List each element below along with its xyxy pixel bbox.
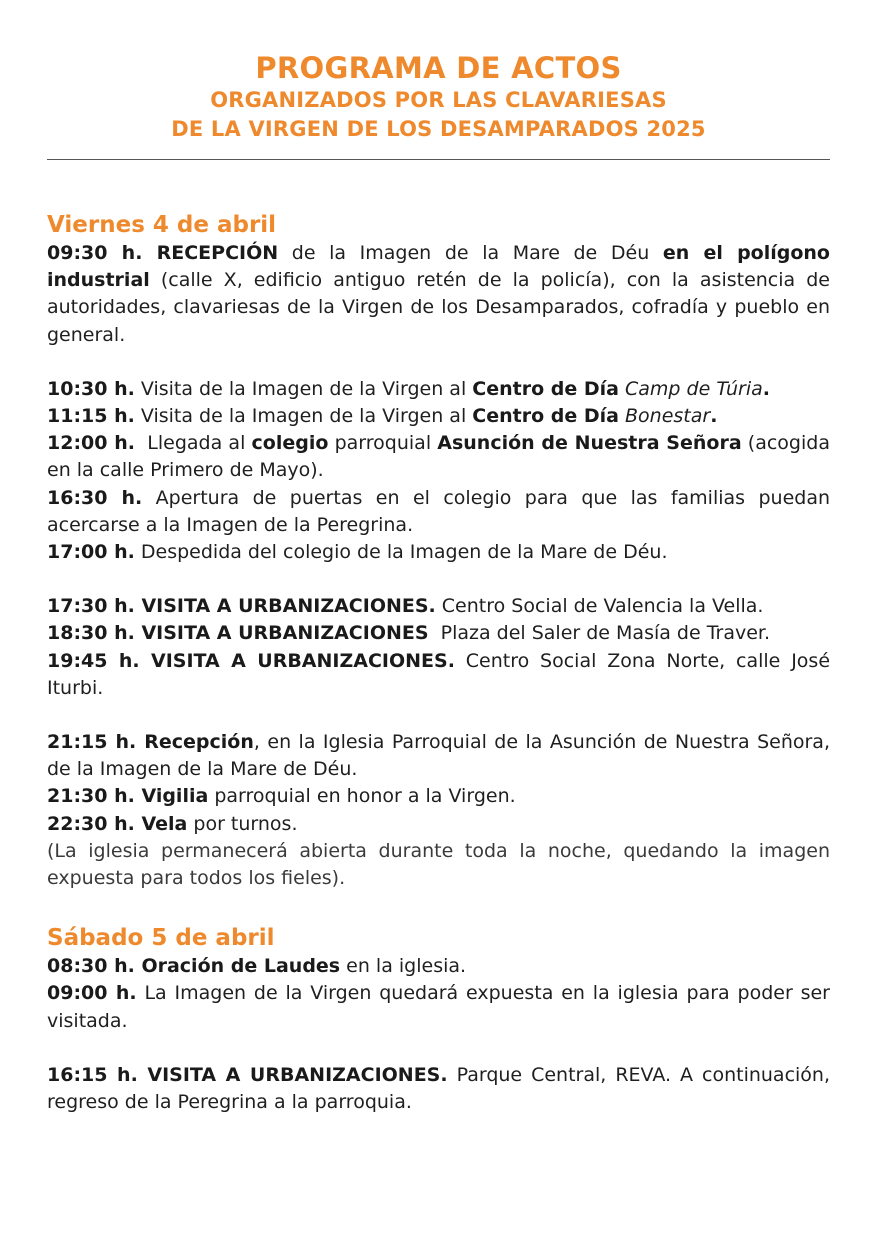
event-time: 11:15 h. bbox=[47, 405, 135, 428]
event-entry-1630 bbox=[47, 485, 830, 539]
event-text: parroquial en honor a la Virgen. bbox=[208, 785, 516, 808]
event-place: Asunción de Nuestra Señora bbox=[437, 432, 742, 455]
event-note: (La iglesia permanecerá abierta durante toda la noche, quedando la imagen expuesta para todos los fieles). bbox=[47, 839, 830, 890]
event-text: La Imagen de la Virgen quedará expuesta en la iglesia para poder ser visitada. bbox=[47, 982, 830, 1032]
event-text: , en la Iglesia Parroquial de la Asunción de Nuestra Señora, de la Imagen de la Mare de Déu. bbox=[47, 731, 830, 781]
event-text: en la iglesia. bbox=[340, 955, 467, 978]
event-time: 12:00 h. bbox=[47, 432, 135, 455]
event-time: 16:30 h. bbox=[47, 486, 143, 509]
event-entry-0930 bbox=[47, 240, 830, 349]
event-time: 17:30 h. VISITA A URBANIZACIONES. bbox=[47, 595, 436, 618]
event-punct: . bbox=[762, 377, 771, 400]
event-entry-2115 bbox=[47, 729, 830, 783]
event-entry-1730 bbox=[47, 593, 830, 620]
event-text: de la Imagen de la Mare de Déu bbox=[278, 242, 663, 264]
event-place: Centro de Día bbox=[472, 405, 619, 428]
event-entry-0830 bbox=[47, 953, 830, 980]
event-entry-1200 bbox=[47, 430, 830, 484]
event-time: 18:30 h. VISITA A URBANIZACIONES bbox=[47, 622, 429, 645]
document-header bbox=[47, 50, 830, 144]
event-time: 21:30 h. Vigilia bbox=[47, 785, 209, 808]
event-place: colegio bbox=[251, 432, 329, 455]
event-entry-2130 bbox=[47, 783, 830, 810]
event-time: 19:45 h. VISITA A URBANIZACIONES. bbox=[47, 649, 455, 672]
event-text: Centro Social de Valencia la Vella. bbox=[435, 595, 764, 618]
event-time: 09:00 h. bbox=[47, 982, 137, 1005]
event-entry-1030 bbox=[47, 376, 830, 403]
header-divider bbox=[47, 159, 830, 160]
event-text: Visita de la Imagen de la Virgen al bbox=[134, 405, 473, 428]
event-text: Visita de la Imagen de la Virgen al bbox=[134, 377, 473, 400]
day-section-saturday bbox=[47, 923, 830, 1116]
event-text: Centro Social Zona Norte, calle José Iturbi. bbox=[47, 649, 831, 699]
event-entry-0900 bbox=[47, 980, 830, 1034]
event-time: 10:30 h. bbox=[47, 377, 135, 400]
event-text: (acogida en la calle Primero de Mayo). bbox=[47, 432, 830, 482]
page-subtitle-line-2: DE LA VIRGEN DE LOS DESAMPARADOS 2025 bbox=[171, 117, 706, 141]
event-text: Llegada al bbox=[134, 432, 252, 455]
event-entry-1700 bbox=[47, 539, 830, 566]
program-content bbox=[47, 210, 830, 1116]
event-entry-2230 bbox=[47, 811, 830, 838]
event-entry-1115 bbox=[47, 403, 830, 430]
page-subtitle-line-1: ORGANIZADOS POR LAS CLAVARIESAS bbox=[210, 88, 667, 112]
event-entry-1830 bbox=[47, 620, 830, 647]
event-text: Plaza del Saler de Masía de Traver. bbox=[428, 622, 771, 645]
event-entry-1615 bbox=[47, 1062, 830, 1116]
day-heading: Viernes 4 de abril bbox=[47, 212, 277, 238]
event-time: 22:30 h. Vela bbox=[47, 812, 188, 835]
event-time: 17:00 h. bbox=[47, 541, 135, 564]
event-time: 21:15 h. Recepción bbox=[47, 731, 254, 754]
event-time: 09:30 h. RECEPCIÓN bbox=[47, 242, 279, 264]
event-text: por turnos. bbox=[187, 812, 298, 835]
event-place-name: Camp de Túria bbox=[618, 377, 763, 400]
event-place: Centro de Día bbox=[472, 377, 619, 400]
event-text: Parque Central, REVA. A continuación, regreso de la Peregrina a la parroquia. bbox=[47, 1063, 831, 1114]
event-place: en el polígono industrial bbox=[47, 242, 830, 292]
day-section-friday bbox=[47, 210, 830, 892]
event-entry-1945 bbox=[47, 648, 830, 702]
event-time: 08:30 h. Oración de Laudes bbox=[47, 955, 341, 978]
page-title: PROGRAMA DE ACTOS bbox=[255, 51, 622, 85]
event-text: (calle X, edificio antiguo retén de la policía), con la asistencia de autoridades, clavariesas de la Virgen de los Desamparados, cofradía y pueblo en general. bbox=[47, 269, 830, 346]
event-place-name: Bonestar bbox=[618, 405, 711, 428]
event-time: 16:15 h. VISITA A URBANIZACIONES. bbox=[47, 1063, 448, 1086]
event-text: Apertura de puertas en el colegio para que las familias puedan acercarse a la Imagen de la Peregrina. bbox=[47, 486, 831, 536]
day-heading: Sábado 5 de abril bbox=[47, 925, 275, 952]
event-punct: . bbox=[710, 405, 718, 428]
event-text: Despedida del colegio de la Imagen de la Mare de Déu. bbox=[134, 541, 668, 564]
event-text: parroquial bbox=[328, 432, 438, 455]
